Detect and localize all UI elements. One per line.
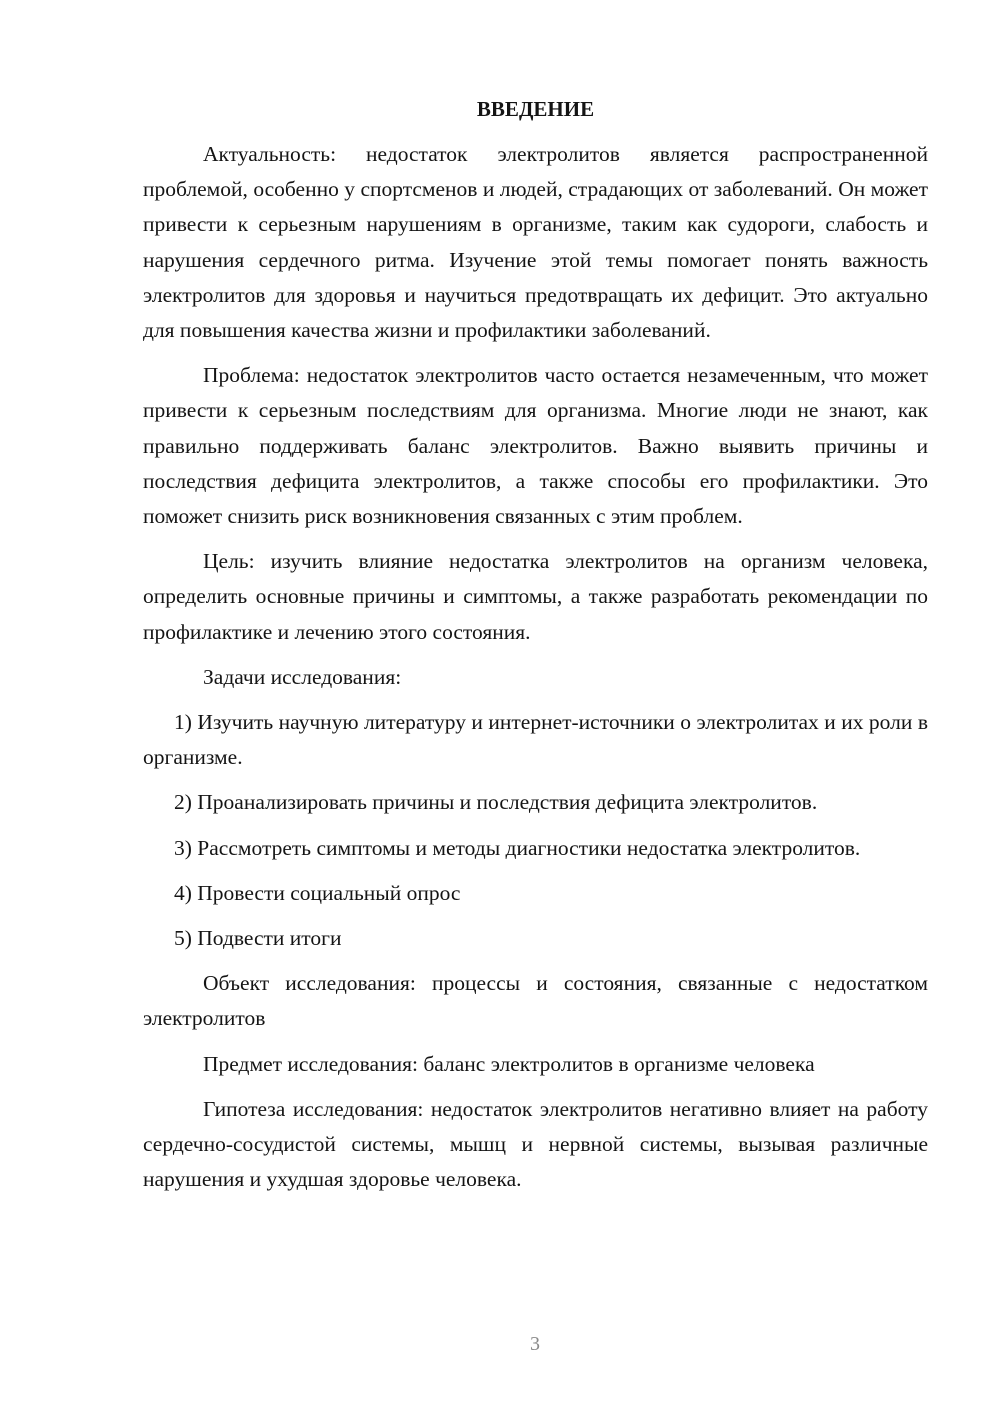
- task-item: 4) Провести социальный опрос: [174, 880, 461, 905]
- subject-paragraph: Предмет исследования: баланс электролитов в организме человека: [203, 1051, 815, 1076]
- tasks-heading: Задачи исследования:: [203, 664, 402, 689]
- task-item: 1) Изучить научную литературу и интернет-источники о электролитах и их роли в организме.: [143, 710, 928, 770]
- task-item: 2) Проанализировать причины и последствия дефицита электролитов.: [174, 790, 818, 815]
- section-heading: ВВЕДЕНИЕ: [476, 97, 595, 121]
- object-paragraph: Объект исследования: процессы и состояния, связанные с недостатком электролитов: [143, 971, 928, 1031]
- task-item: 3) Рассмотреть симптомы и методы диагностики недостатка электролитов.: [174, 835, 861, 860]
- hypothesis-paragraph: Гипотеза исследования: недостаток электролитов негативно влияет на работу сердечно-сосудистой системы, мышц и нервной системы, вызывая различные нарушения и ухудшая здоровье человека.: [143, 1096, 928, 1192]
- relevance-paragraph: Актуальность: недостаток электролитов является распространенной проблемой, особенно у спортсменов и людей, страдающих от заболеваний. Он может привести к серьезным нарушениям в организме, таким как судороги, слабость и нарушения сердечного ритма. Изучение этой темы помогает понять важность электролитов для здоровья и научиться предотвращать их дефицит. Это актуально для повышения качества жизни и профилактики заболеваний.: [143, 142, 928, 343]
- document-page: [143, 92, 928, 1207]
- problem-paragraph: Проблема: недостаток электролитов часто остается незамеченным, что может привести к серьезным последствиям для организма. Многие люди не знают, как правильно поддерживать баланс электролитов. Важно выявить причины и последствия дефицита электролитов, а также способы его профилактики. Это поможет снизить риск возникновения связанных с этим проблем.: [143, 363, 928, 529]
- task-item: 5) Подвести итоги: [174, 926, 342, 951]
- goal-paragraph: Цель: изучить влияние недостатка электролитов на организм человека, определить основные причины и симптомы, а также разработать рекомендации по профилактике и лечению этого состояния.: [143, 549, 928, 644]
- page-number: 3: [530, 1333, 540, 1355]
